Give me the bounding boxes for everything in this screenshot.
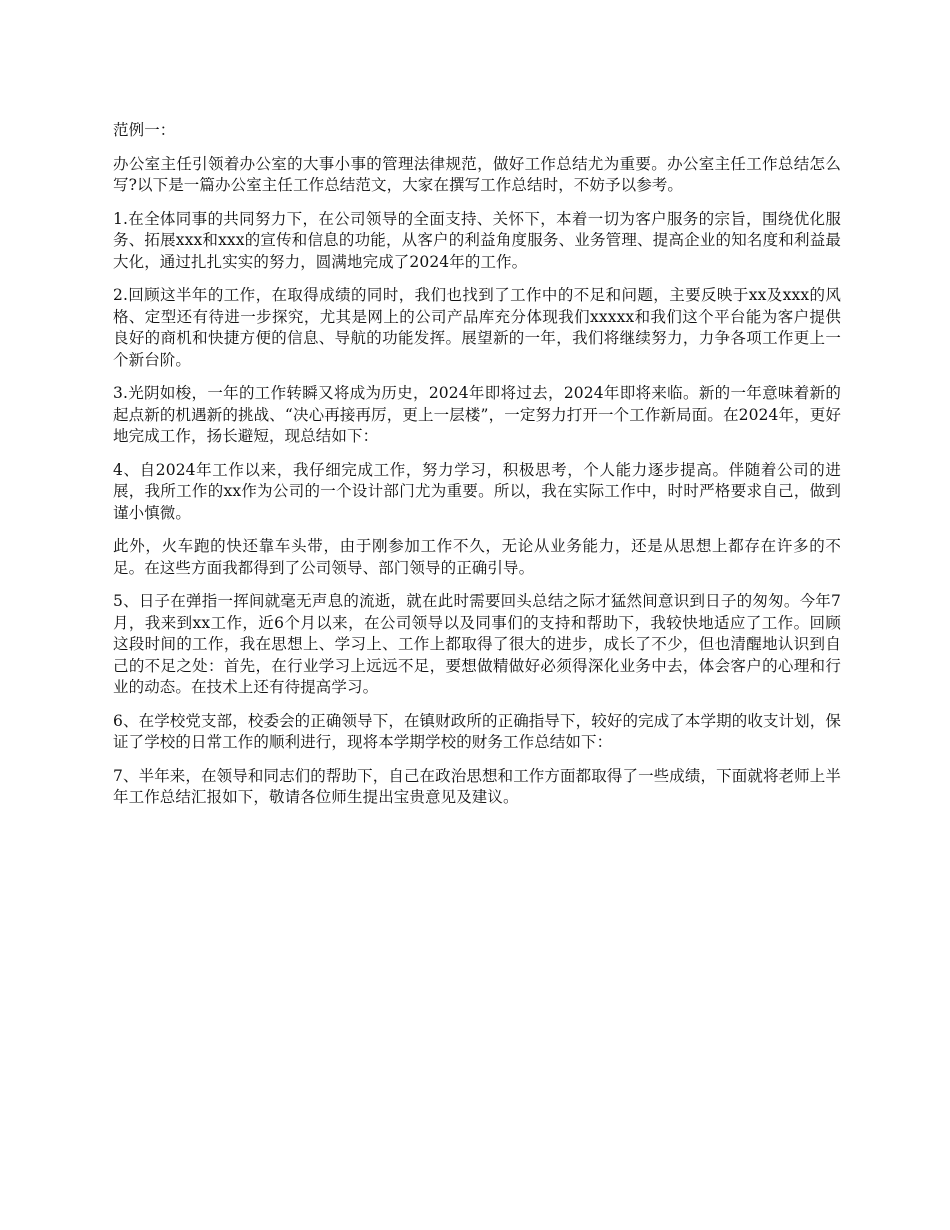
paragraph-4: 4、自2024年工作以来，我仔细完成工作，努力学习，积极思考，个人能力逐步提高。伴随着公司的进展，我所工作的xx作为公司的一个设计部门尤为重要。所以，我在实际工作中，时时严格要求自己，做到谨小慎微。: [113, 460, 841, 522]
paragraph-5: 5、日子在弹指一挥间就毫无声息的流逝，就在此时需要回头总结之际才猛然间意识到日子的匆匆。今年7月，我来到xx工作，近6个月以来，在公司领导以及同事们的支持和帮助下，我较快地适应了工作。回顾这段时间的工作，我在思想上、学习上、工作上都取得了很大的进步，成长了不少，但也清醒地认识到自己的不足之处：首先，在行业学习上远远不足，要想做精做好必须得深化业务中去，体会客户的心理和行业的动态。在技术上还有待提高学习。: [113, 592, 841, 696]
paragraph-intro: 办公室主任引领着办公室的大事小事的管理法律规范，做好工作总结尤为重要。办公室主任工作总结怎么写?以下是一篇办公室主任工作总结范文，大家在撰写工作总结时，不妨予以参考。: [113, 154, 841, 194]
paragraph-1: 1.在全体同事的共同努力下，在公司领导的全面支持、关怀下，本着一切为客户服务的宗旨，围绕优化服务、拓展xxx和xxx的宣传和信息的功能，从客户的利益角度服务、业务管理、提高企业的知名度和利益最大化，通过扎扎实实的努力，圆满地完成了2024年的工作。: [113, 209, 841, 271]
paragraph-6: 6、在学校党支部，校委会的正确领导下，在镇财政所的正确指导下，较好的完成了本学期的收支计划，保证了学校的日常工作的顺利进行，现将本学期学校的财务工作总结如下：: [113, 711, 841, 751]
document-heading: 范例一：: [113, 121, 176, 139]
paragraph-2: 2.回顾这半年的工作，在取得成绩的同时，我们也找到了工作中的不足和问题，主要反映于xx及xxx的风格、定型还有待进一步探究，尤其是网上的公司产品库充分体现我们xxxxx和我们这个平台能为客户提供良好的商机和快捷方便的信息、导航的功能发挥。展望新的一年，我们将继续努力，力争各项工作更上一个新台阶。: [113, 286, 841, 369]
paragraph-7: 7、半年来，在领导和同志们的帮助下，自己在政治思想和工作方面都取得了一些成绩，下面就将老师上半年工作总结汇报如下，敬请各位师生提出宝贵意见及建议。: [113, 766, 841, 806]
document-page: [113, 120, 841, 821]
paragraph-3: 3.光阴如梭，一年的工作转瞬又将成为历史，2024年即将过去，2024年即将来临。新的一年意味着新的起点新的机遇新的挑战、“决心再接再厉，更上一层楼”，一定努力打开一个工作新局面。在2024年，更好地完成工作，扬长避短，现总结如下：: [113, 384, 841, 445]
paragraph-4-continued: 此外，火车跑的快还靠车头带，由于刚参加工作不久，无论从业务能力，还是从思想上都存在许多的不足。在这些方面我都得到了公司领导、部门领导的正确引导。: [113, 537, 841, 577]
